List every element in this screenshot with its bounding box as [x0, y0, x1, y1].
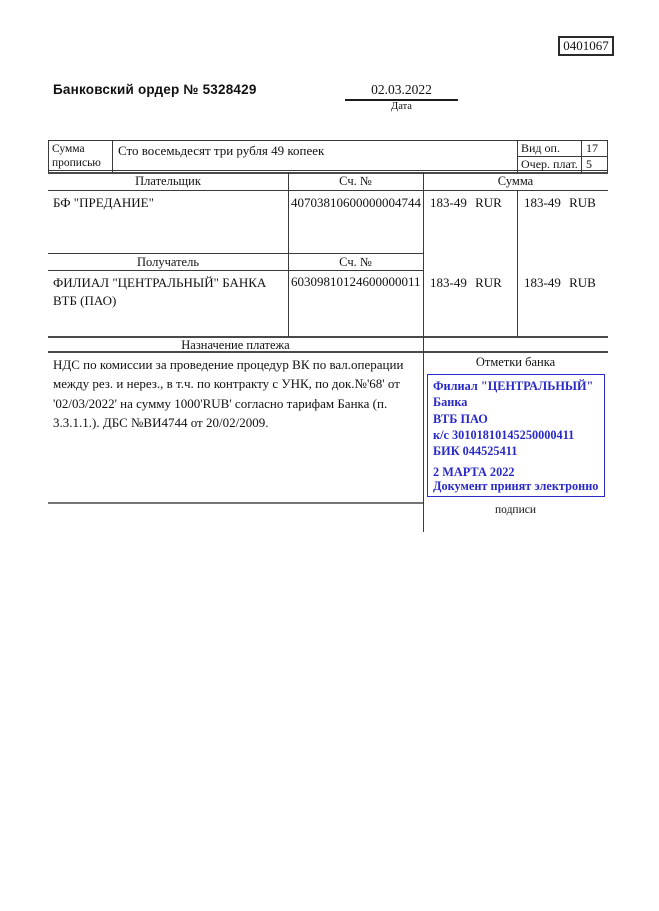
- priority-label: Очер. плат.: [521, 157, 578, 171]
- payer-row-bottom-border: [48, 253, 423, 254]
- recipient-account: 60309810124600000011: [291, 274, 421, 289]
- table-border-right: [607, 140, 608, 172]
- purpose-line: НДС по комиссии за проведение процедур ВК по вал.операции: [53, 357, 404, 372]
- account-column-header: Сч. №: [339, 174, 372, 188]
- purpose-line: '02/03/2022' на сумму 1000'RUB' согласно тарифам Банка (п.: [53, 395, 388, 411]
- purpose-header: Назначение платежа: [181, 338, 290, 352]
- stamp-line: БИК 044525411: [433, 444, 518, 459]
- stamp-line: Филиал "ЦЕНТРАЛЬНЫЙ" Банка: [433, 379, 594, 410]
- recipient-column-header: Получатель: [136, 255, 200, 269]
- op-block-left-border: [517, 140, 518, 172]
- payer-column-header: Плательщик: [135, 174, 201, 188]
- purpose-cell-bottom-border: [48, 502, 423, 504]
- op-type-label: Вид оп.: [521, 141, 560, 155]
- stamp-line: к/с 30101810145250000411: [433, 427, 575, 442]
- sum-label-divider: [112, 140, 113, 172]
- form-code-box: [558, 36, 614, 56]
- payer-account: 40703810600000004744: [291, 195, 421, 210]
- payer-name: БФ "ПРЕДАНИЕ": [53, 195, 154, 210]
- purpose-line: между рез. и нерез., в т.ч. по контракту с УНК, по док.№'68' от: [53, 376, 400, 392]
- recipient-name: ФИЛИАЛ "ЦЕНТРАЛЬНЫЙ" БАНКА ВТБ (ПАО): [53, 275, 267, 308]
- recipient-amount-rub: 183-49 RUB: [524, 275, 596, 290]
- sum-words-value: Сто восемьдесят три рубля 49 копеек: [118, 143, 325, 158]
- rur-rub-divider: [517, 190, 518, 337]
- signatures-label: подписи: [495, 504, 536, 516]
- op-type-value: 17: [586, 141, 598, 155]
- purpose-text: [53, 355, 421, 433]
- stamp-line: ВТБ ПАО: [433, 411, 488, 426]
- bank-marks-header: Отметки банка: [475, 355, 556, 369]
- amount-column-left-border: [423, 172, 424, 532]
- amount-column-header: Сумма: [497, 174, 534, 188]
- document-title: Банковский ордер № 5328429: [53, 82, 257, 97]
- sum-words-label: Сумма прописью: [52, 143, 101, 169]
- recipient-account-column-header: Сч. №: [339, 255, 372, 269]
- table-border-left: [48, 140, 49, 172]
- date-label: Дата: [391, 101, 412, 112]
- stamp-date: 2 МАРТА 2022: [433, 465, 515, 480]
- column-header-bottom-border: [48, 190, 608, 191]
- priority-value: 5: [586, 157, 592, 171]
- form-code: 0401067: [563, 38, 609, 53]
- stamp-note: Документ принят электронно: [433, 478, 599, 493]
- recipient-amount-rur: 183-49 RUR: [430, 275, 502, 290]
- payer-amount-rub: 183-49 RUB: [524, 195, 596, 210]
- purpose-line: 3.3.1.1.). ДБС №ВИ4744 от 20/02/2009.: [53, 415, 269, 431]
- recipient-header-bottom-border: [48, 270, 423, 271]
- bank-stamp: [427, 374, 605, 497]
- date-value: 02.03.2022: [371, 82, 432, 97]
- payer-amount-rur: 183-49 RUR: [430, 195, 502, 210]
- op-value-divider: [581, 140, 582, 172]
